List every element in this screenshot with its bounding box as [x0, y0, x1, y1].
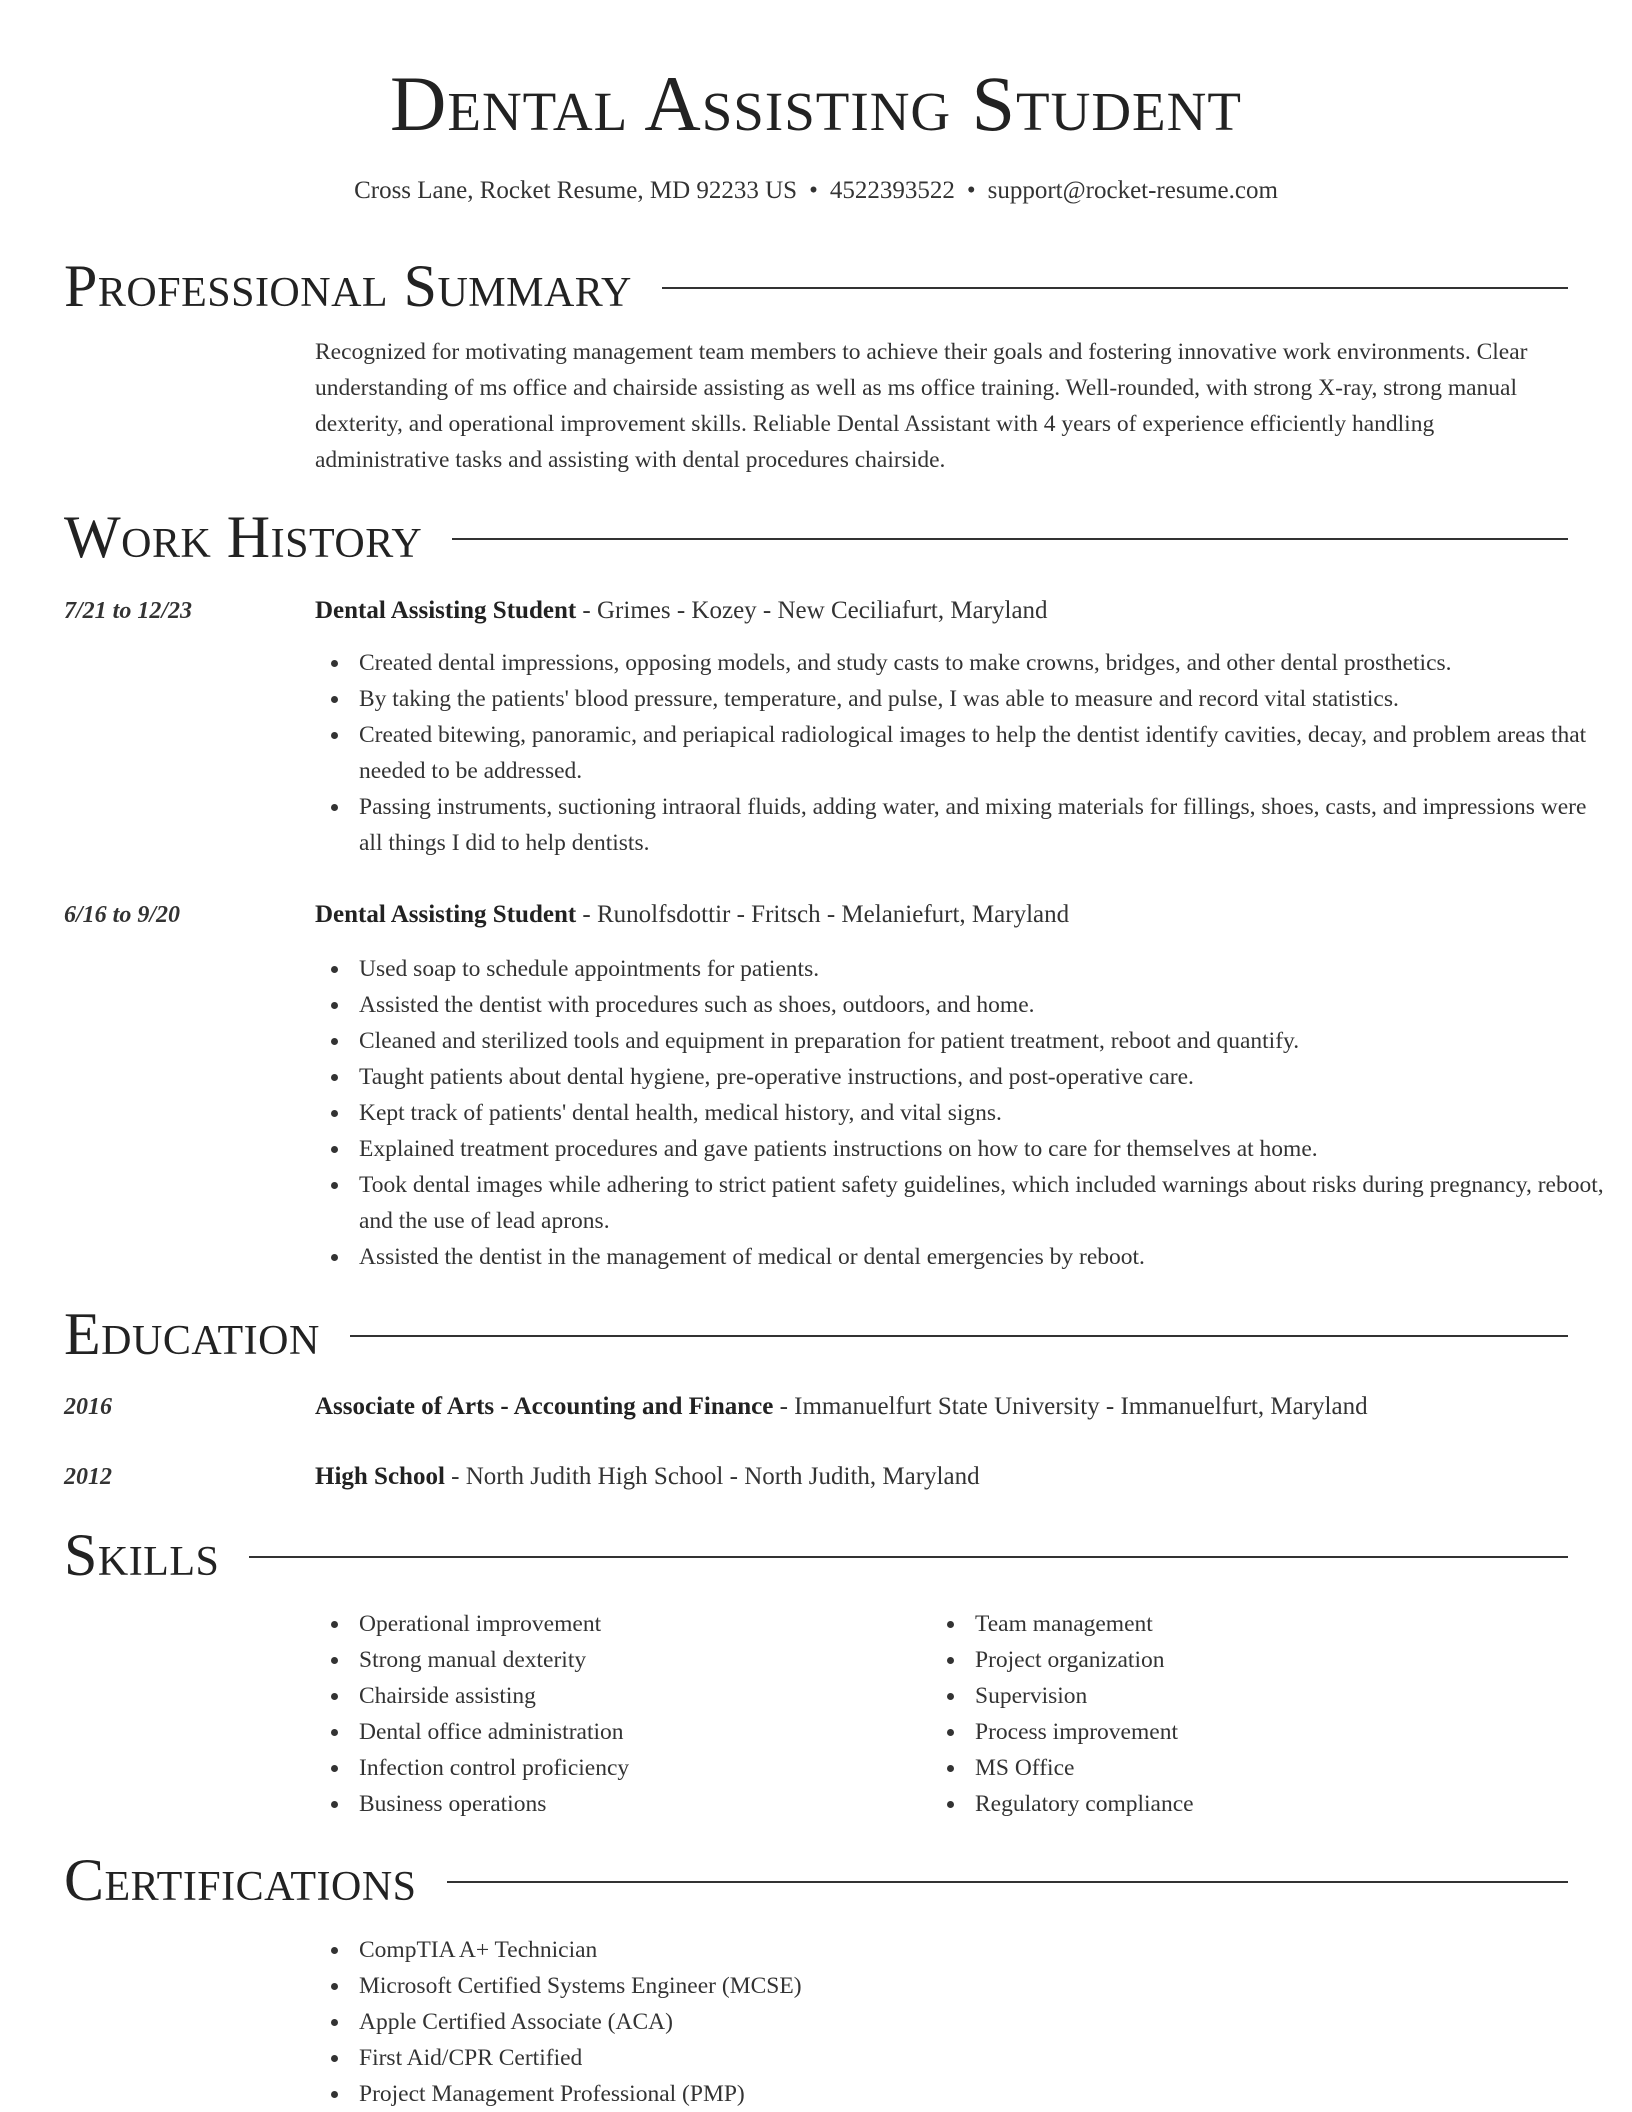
list-item: Assisted the dentist with procedures such as shoes, outdoors, and home.	[359, 987, 1614, 1023]
list-item: Taught patients about dental hygiene, pre-operative instructions, and post-operative care.	[359, 1059, 1614, 1095]
section-header-skills	[64, 1523, 1568, 1587]
section-rule	[350, 1335, 1568, 1337]
education-degree: High School	[315, 1463, 445, 1490]
contact-address: Cross Lane, Rocket Resume, MD 92233 US	[354, 177, 798, 204]
certification-item: Apple Certified Associate (ACA)	[359, 2004, 1614, 2040]
skill-item: Supervision	[975, 1678, 1535, 1714]
section-title-certifications: Certifications	[64, 1847, 417, 1913]
job-bullets	[315, 951, 1614, 1275]
skill-item: Regulatory compliance	[975, 1786, 1535, 1822]
section-rule	[249, 1556, 1568, 1558]
list-item: Cleaned and sterilized tools and equipment in preparation for patient treatment, reboot and quantify.	[359, 1023, 1614, 1059]
certification-item: First Aid/CPR Certified	[359, 2040, 1614, 2076]
skills-list-left	[315, 1606, 919, 1822]
contact-line	[64, 173, 1568, 209]
section-title-summary: Professional Summary	[64, 253, 632, 319]
section-header-summary	[64, 254, 1568, 318]
skill-item: Project organization	[975, 1642, 1535, 1678]
education-entry	[315, 1389, 1565, 1425]
list-item: Explained treatment procedures and gave patients instructions on how to care for themselves at home.	[359, 1131, 1614, 1167]
certification-item: CompTIA A+ Technician	[359, 1932, 1614, 1968]
skill-item: Business operations	[359, 1786, 919, 1822]
job-bullets	[315, 645, 1614, 861]
skill-item: Infection control proficiency	[359, 1750, 919, 1786]
section-header-education	[64, 1302, 1568, 1366]
job-title: Dental Assisting Student	[315, 597, 577, 624]
section-rule	[662, 287, 1568, 289]
section-rule	[447, 1881, 1568, 1883]
job-heading	[315, 593, 1565, 629]
certification-item: Project Management Professional (PMP)	[359, 2076, 1614, 2112]
summary-text: Recognized for motivating management team members to achieve their goals and fostering innovative work environments. Clear understanding of ms office and chairside assisting as well as ms office training. Well-rounded, with strong X-ray, strong manual dexterity, and operational improvement skills. Reliable Dental Assistant with 4 years of experience efficiently handling administrative tasks and assisting with dental procedures chairside.	[315, 339, 1528, 473]
list-item: Created dental impressions, opposing models, and study casts to make crowns, bridges, and other dental prosthetics.	[359, 645, 1614, 681]
job-title: Dental Assisting Student	[315, 901, 577, 928]
list-item: Created bitewing, panoramic, and periapical radiological images to help the dentist identify cavities, decay, and problem areas that needed to be addressed.	[359, 717, 1614, 789]
certification-item: Microsoft Certified Systems Engineer (MCSE)	[359, 1968, 1614, 2004]
job-details: - Runolfsdottir - Fritsch - Melaniefurt, Maryland	[576, 901, 1070, 928]
skill-item: Chairside assisting	[359, 1678, 919, 1714]
job-dates: 7/21 to 12/23	[64, 598, 193, 624]
skill-item: Dental office administration	[359, 1714, 919, 1750]
education-degree: Associate of Arts - Accounting and Finance	[315, 1393, 774, 1420]
candidate-name: Dental Assisting Student	[390, 60, 1242, 147]
section-title-work: Work History	[64, 504, 423, 570]
certifications-list	[315, 1932, 1614, 2112]
list-item: By taking the patients' blood pressure, temperature, and pulse, I was able to measure and record vital statistics.	[359, 681, 1614, 717]
skill-item: Strong manual dexterity	[359, 1642, 919, 1678]
list-item: Used soap to schedule appointments for patients.	[359, 951, 1614, 987]
section-header-work	[64, 505, 1568, 569]
skill-item: Process improvement	[975, 1714, 1535, 1750]
job-heading	[315, 897, 1565, 933]
section-rule	[452, 538, 1568, 540]
section-header-certifications	[64, 1848, 1568, 1912]
education-details: - North Judith High School - North Judith, Maryland	[444, 1463, 980, 1490]
list-item: Took dental images while adhering to strict patient safety guidelines, which included warnings about risks during pregnancy, reboot, and the use of lead aprons.	[359, 1167, 1614, 1239]
skill-item: Team management	[975, 1606, 1535, 1642]
contact-email[interactable]: support@rocket-resume.com	[987, 177, 1278, 204]
contact-separator: •	[809, 177, 818, 204]
education-details: - Immanuelfurt State University - Immanuelfurt, Maryland	[773, 1393, 1368, 1420]
list-item: Passing instruments, suctioning intraoral fluids, adding water, and mixing materials for fillings, shoes, casts, and impressions were all things I did to help dentists.	[359, 789, 1614, 861]
contact-separator: •	[966, 177, 976, 204]
list-item: Kept track of patients' dental health, medical history, and vital signs.	[359, 1095, 1614, 1131]
section-title-skills: Skills	[64, 1522, 220, 1588]
job-details: - Grimes - Kozey - New Ceciliafurt, Maryland	[576, 597, 1048, 624]
education-year: 2016	[64, 1394, 112, 1420]
education-entry	[315, 1459, 1565, 1495]
list-item: Assisted the dentist in the management of medical or dental emergencies by reboot.	[359, 1239, 1614, 1275]
contact-phone: 4522393522	[829, 177, 955, 204]
job-dates: 6/16 to 9/20	[64, 902, 181, 928]
skill-item: MS Office	[975, 1750, 1535, 1786]
education-year: 2012	[64, 1464, 112, 1490]
section-title-education: Education	[64, 1301, 320, 1367]
skills-list-right	[931, 1606, 1535, 1822]
skill-item: Operational improvement	[359, 1606, 919, 1642]
